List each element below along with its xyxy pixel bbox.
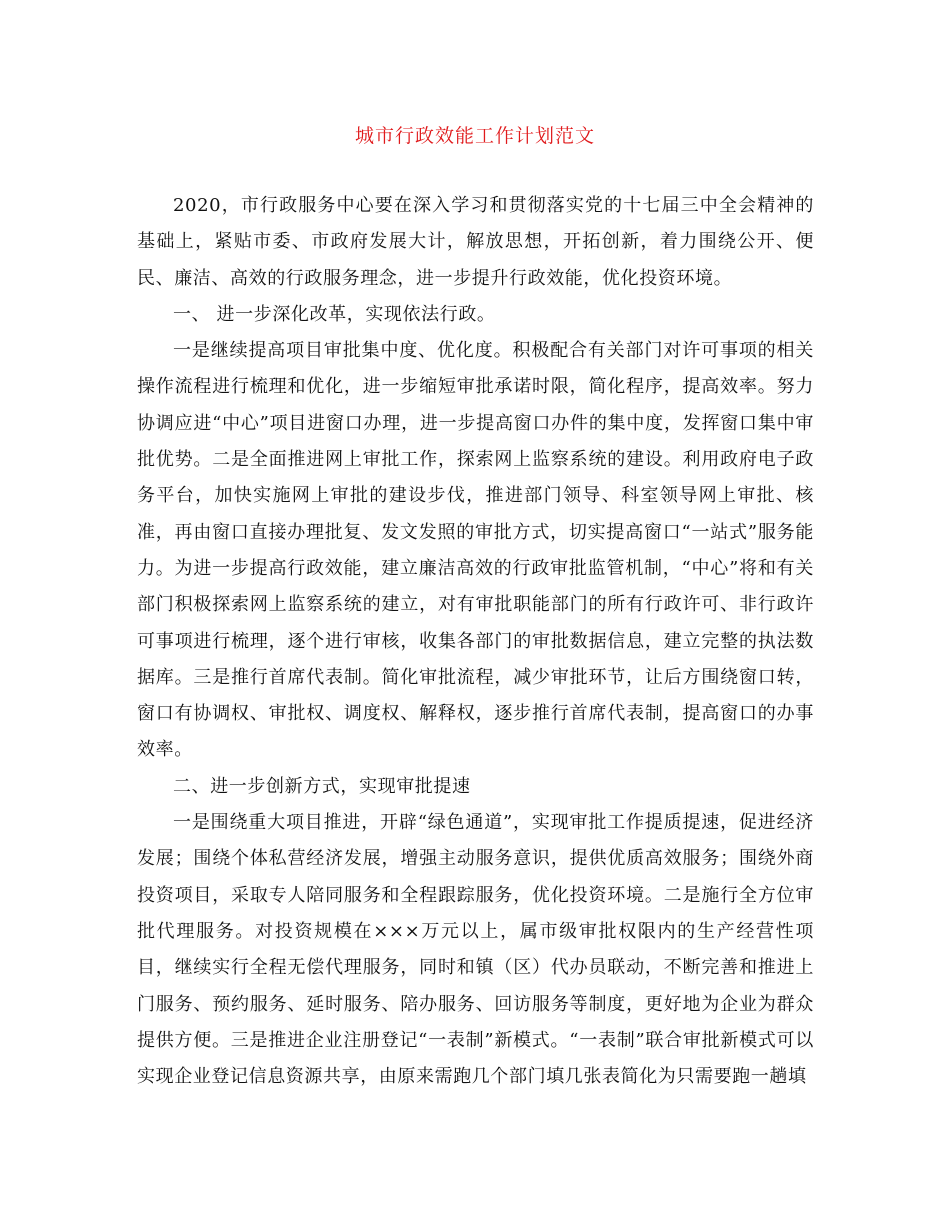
section-heading-1: 一、 进一步深化改革，实现依法行政。 <box>173 303 496 325</box>
document-title: 城市行政效能工作计划范文 <box>354 125 595 147</box>
paragraph-section-2: 一是围绕重大项目推进，开辟“绿色通道”，实现审批工作提质提速，促进经济发展；围绕个体私营经济发展，增强主动服务意识，提供优质高效服务；围绕外商投资项目，采取专人陪同服务和全程跟踪服务，优化投资环境。二是施行全方位审批代理服务。对投资规模在×××万元以上，属市级审批权限内的生产经营性项目，继续实行全程无偿代理服务，同时和镇（区）代办员联动，不断完善和推进上门服务、预约服务、延时服务、陪办服务、回访服务等制度，更好地为企业为群众提供方便。三是推进企业注册登记“一表制”新模式。“一表制”联合审批新模式可以实现企业登记信息资源共享，由原来需跑几个部门填几张表简化为只需要跑一趟填 <box>137 812 814 1088</box>
section-heading-2: 二、进一步创新方式，实现审批提速 <box>173 775 471 797</box>
paragraph-section-1: 一是继续提高项目审批集中度、优化度。积极配合有关部门对许可事项的相关操作流程进行梳理和优化，进一步缩短审批承诺时限，简化程序，提高效率。努力协调应进“中心”项目进窗口办理，进一步提高窗口办件的集中度，发挥窗口集中审批优势。二是全面推进网上审批工作，探索网上监察系统的建设。利用政府电子政务平台，加快实施网上审批的建设步伐，推进部门领导、科室领导网上审批、核准，再由窗口直接办理批复、发文发照的审批方式，切实提高窗口“一站式”服务能力。为进一步提高行政效能，建立廉洁高效的行政审批监管机制，“中心”将和有关部门积极探索网上监察系统的建立，对有审批职能部门的所有行政许可、非行政许可事项进行梳理，逐个进行审核，收集各部门的审批数据信息，建立完整的执法数据库。三是推行首席代表制。简化审批流程，减少审批环节，让后方围绕窗口转，窗口有协调权、审批权、调度权、解释权，逐步推行首席代表制，提高窗口的办事效率。 <box>137 340 814 761</box>
document-body <box>137 188 814 1095</box>
paragraph-intro: 2020，市行政服务中心要在深入学习和贯彻落实党的十七届三中全会精神的基础上，紧贴市委、市政府发展大计，解放思想，开拓创新，着力围绕公开、便民、廉洁、高效的行政服务理念，进一步提升行政效能，优化投资环境。 <box>137 195 814 289</box>
